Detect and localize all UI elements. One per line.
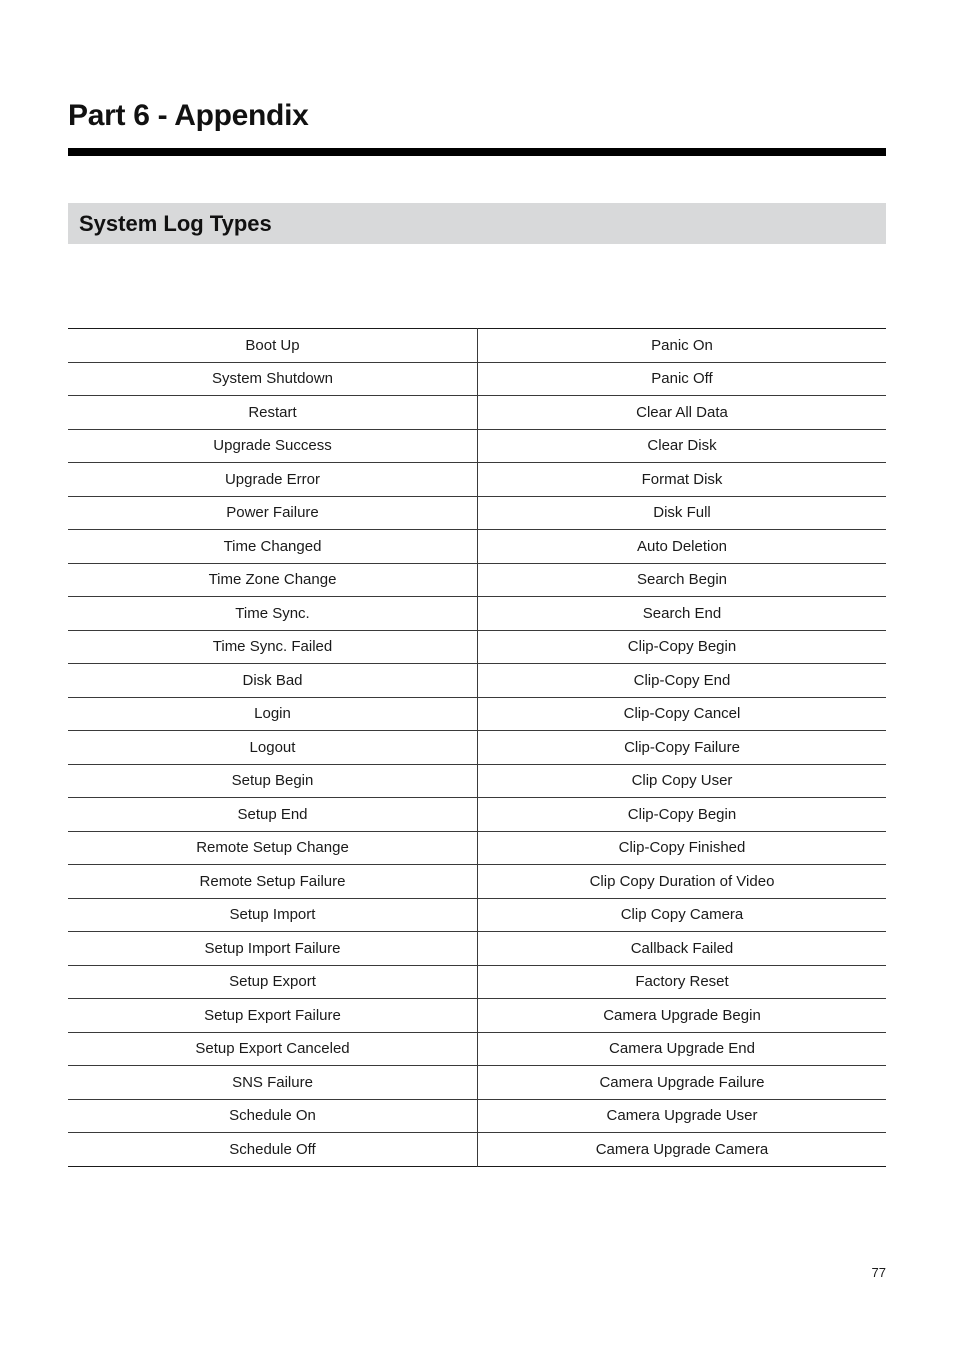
table-row xyxy=(68,898,886,932)
log-type-cell-right: Clear All Data xyxy=(478,396,887,430)
table-row xyxy=(68,697,886,731)
table-row xyxy=(68,396,886,430)
log-type-cell-left: SNS Failure xyxy=(68,1066,478,1100)
table-row xyxy=(68,1133,886,1167)
log-type-cell-right: Clear Disk xyxy=(478,429,887,463)
table-row xyxy=(68,999,886,1033)
log-type-cell-left: Login xyxy=(68,697,478,731)
table-body xyxy=(68,329,886,1167)
table-row xyxy=(68,831,886,865)
table-row xyxy=(68,429,886,463)
log-type-cell-right: Clip-Copy Finished xyxy=(478,831,887,865)
log-type-cell-left: Setup Export Failure xyxy=(68,999,478,1033)
table-row xyxy=(68,764,886,798)
table-row xyxy=(68,731,886,765)
table-row xyxy=(68,664,886,698)
log-type-cell-left: Restart xyxy=(68,396,478,430)
log-type-cell-right: Factory Reset xyxy=(478,965,887,999)
log-type-cell-left: Remote Setup Change xyxy=(68,831,478,865)
log-type-cell-right: Camera Upgrade User xyxy=(478,1099,887,1133)
log-type-cell-left: Setup Export Canceled xyxy=(68,1032,478,1066)
log-type-cell-right: Callback Failed xyxy=(478,932,887,966)
table-row xyxy=(68,597,886,631)
log-type-cell-right: Clip-Copy Begin xyxy=(478,630,887,664)
table-row xyxy=(68,530,886,564)
table-row xyxy=(68,865,886,899)
table-row xyxy=(68,496,886,530)
log-type-cell-right: Clip Copy Duration of Video xyxy=(478,865,887,899)
log-type-cell-left: Power Failure xyxy=(68,496,478,530)
log-type-cell-left: Schedule On xyxy=(68,1099,478,1133)
log-type-cell-right: Camera Upgrade End xyxy=(478,1032,887,1066)
log-type-cell-right: Clip-Copy Begin xyxy=(478,798,887,832)
log-type-cell-left: Boot Up xyxy=(68,329,478,363)
log-type-cell-left: Time Zone Change xyxy=(68,563,478,597)
log-type-cell-right: Panic On xyxy=(478,329,887,363)
table-row xyxy=(68,630,886,664)
table-row xyxy=(68,965,886,999)
log-type-cell-left: System Shutdown xyxy=(68,362,478,396)
log-type-cell-right: Camera Upgrade Camera xyxy=(595,1140,769,1158)
section-title: System Log Types xyxy=(79,211,272,236)
table-row xyxy=(68,1099,886,1133)
page-title: Part 6 - Appendix xyxy=(68,99,309,132)
log-type-cell-left: Setup Export xyxy=(68,965,478,999)
log-type-cell-right: Clip Copy User xyxy=(478,764,887,798)
log-type-cell-right: Clip-Copy Cancel xyxy=(478,697,887,731)
log-type-cell-left: Setup End xyxy=(68,798,478,832)
title-rule xyxy=(68,148,886,156)
table-row xyxy=(68,329,886,363)
log-type-cell-left: Time Sync. xyxy=(68,597,478,631)
table-row xyxy=(68,932,886,966)
log-type-cell-right: Clip Copy Camera xyxy=(478,898,887,932)
log-type-cell-left: Upgrade Error xyxy=(68,463,478,497)
section-header xyxy=(68,203,886,244)
log-type-cell-left: Disk Bad xyxy=(68,664,478,698)
log-type-cell-right: Clip-Copy End xyxy=(478,664,887,698)
log-type-cell-left: Schedule Off xyxy=(68,1133,478,1167)
table-row xyxy=(68,1066,886,1100)
log-type-cell-left: Setup Begin xyxy=(68,764,478,798)
log-type-cell-left: Setup Import xyxy=(68,898,478,932)
page-number: 77 xyxy=(871,1265,886,1280)
log-type-cell-left: Time Sync. Failed xyxy=(68,630,478,664)
log-type-cell-right: Format Disk xyxy=(478,463,887,497)
table-row xyxy=(68,463,886,497)
log-type-cell-right: Clip-Copy Failure xyxy=(478,731,887,765)
log-type-cell-right: Auto Deletion xyxy=(478,530,887,564)
log-type-cell-right: Camera Upgrade Failure xyxy=(478,1066,887,1100)
log-type-cell-right: Panic Off xyxy=(478,362,887,396)
log-type-cell-left: Remote Setup Failure xyxy=(68,865,478,899)
log-type-cell-right: Disk Full xyxy=(478,496,887,530)
table-row xyxy=(68,1032,886,1066)
log-type-cell-left: Upgrade Success xyxy=(68,429,478,463)
log-type-cell-left: Time Changed xyxy=(68,530,478,564)
table-row xyxy=(68,563,886,597)
log-type-cell-right: Search Begin xyxy=(478,563,887,597)
table-row xyxy=(68,798,886,832)
log-type-cell-right: Search End xyxy=(478,597,887,631)
log-type-cell-right: Camera Upgrade Begin xyxy=(478,999,887,1033)
log-type-cell-left: Setup Import Failure xyxy=(68,932,478,966)
system-log-types-table xyxy=(68,328,886,1167)
table-row xyxy=(68,362,886,396)
log-type-cell-left: Logout xyxy=(68,731,478,765)
